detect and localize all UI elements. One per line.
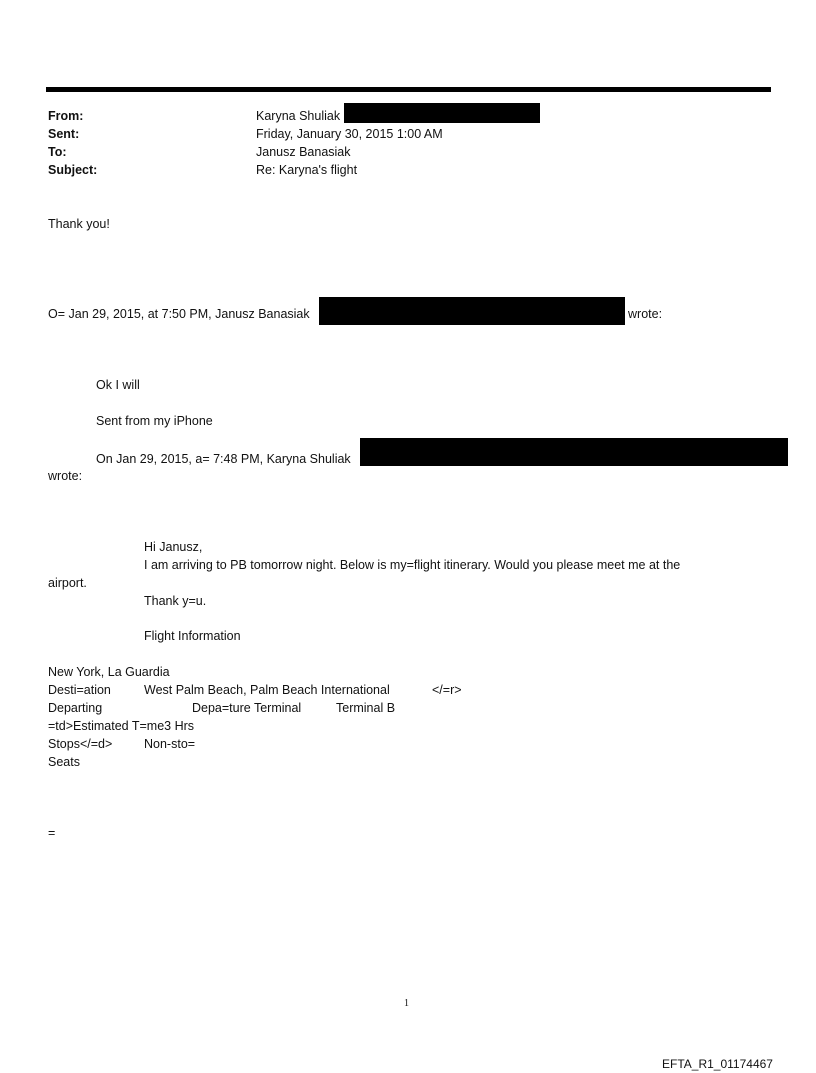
redaction-box [344,103,540,123]
itin-dest-value: West Palm Beach, Palm Beach International [144,683,390,697]
itin-stops-label: Stops</=d> [48,737,113,751]
q2-flight-info: Flight Information [144,629,241,643]
q2-thanks: Thank y=u. [144,594,207,608]
itin-seats-label: Seats [48,755,80,769]
itin-origin: New York, La Guardia [48,665,170,679]
itin-departing-terminal-value: Terminal B [336,701,396,715]
subject-value: Re: Karyna's flight [256,163,358,177]
reply-text: Thank you! [48,217,110,231]
quote1-wrote: wrote: [628,307,663,321]
q2-line1: I am arriving to PB tomorrow night. Below is my=flight itinerary. Would you please meet me at the [144,558,681,572]
quote1-line2: Sent from my iPhone [96,414,213,428]
quote1-intro: O= Jan 29, 2015, at 7:50 PM, Janusz Banasiak [48,307,310,321]
page-number: 1 [404,998,409,1009]
itin-dest-tag: </=r> [432,683,462,697]
trailing-char: = [48,826,56,840]
itin-dest-label: Desti=ation [48,683,111,697]
from-label: From: [48,109,84,123]
q2-line1-cont: airport. [48,576,87,590]
q2-greeting: Hi Janusz, [144,540,203,554]
to-value: Janusz Banasiak [256,145,351,159]
quote2-intro: On Jan 29, 2015, a= 7:48 PM, Karyna Shuliak [96,452,351,466]
header-rule [46,87,771,92]
subject-label: Subject: [48,163,98,177]
sent-label: Sent: [48,127,80,141]
to-label: To: [48,145,67,159]
from-value: Karyna Shuliak [256,109,341,123]
quote2-wrote: wrote: [48,469,83,483]
redaction-box [319,297,625,325]
itin-stops-value: Non-sto= [144,737,196,751]
document-id: EFTA_R1_01174467 [662,1057,773,1071]
itin-departing-terminal-label: Depa=ture Terminal [192,701,302,715]
redaction-box [360,438,788,466]
itin-estimated: =td>Estimated T=me3 Hrs [48,719,195,733]
itin-departing-label: Departing [48,701,103,715]
quote1-line1: Ok I will [96,378,140,392]
sent-value: Friday, January 30, 2015 1:00 AM [256,127,443,141]
